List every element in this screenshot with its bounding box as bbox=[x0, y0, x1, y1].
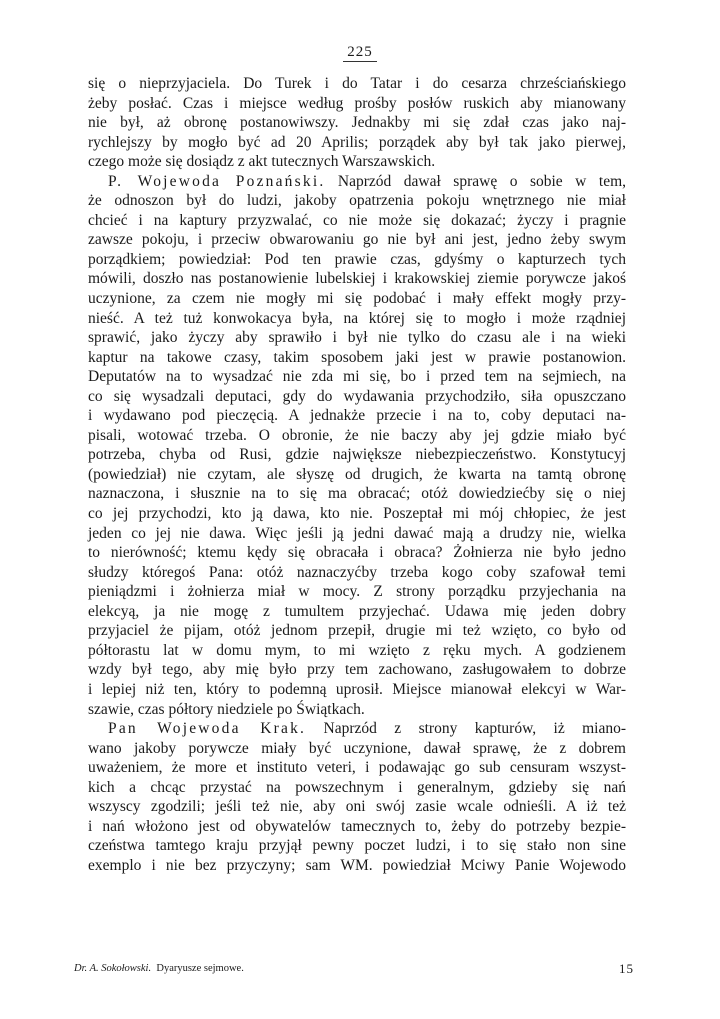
text-line bbox=[88, 641, 626, 661]
line-text: co jej przychodzi, kto ją dawa, kto nie. Poszeptał mi mój chłopiec, że jest bbox=[88, 505, 626, 523]
line-text: czego może się dosiądz z akt tutecznych Warszawskich. bbox=[88, 153, 436, 171]
text-line bbox=[88, 504, 626, 524]
text-line bbox=[88, 739, 626, 759]
text-line bbox=[88, 133, 626, 153]
footer-author: Dr. A. Sokołowski. bbox=[74, 963, 152, 974]
text-line bbox=[88, 778, 626, 798]
text-line bbox=[88, 660, 626, 680]
text-line bbox=[88, 348, 626, 368]
text-line bbox=[88, 445, 626, 465]
line-text: wszyscy zgodzili; jeśli też nie, aby oni swój zasie wcale odnieśli. A iż też bbox=[88, 798, 626, 816]
line-text: uważeniem, że more et instituto veteri, i podawając go sub censuram wszyst- bbox=[88, 759, 626, 777]
line-text: i lepiej niż ten, który to podemną uprosił. Miejsce mianował elekcyi w War- bbox=[88, 680, 626, 698]
text-line bbox=[88, 621, 626, 641]
line-text: wano jakoby porywcze miały być uczynione, dawał sprawę, że z dobrem bbox=[88, 739, 626, 757]
text-line bbox=[88, 406, 626, 426]
text-line bbox=[88, 836, 626, 856]
line-text: nieść. A też tuż konwokacya była, na której się to mogło i może rządniej bbox=[88, 309, 626, 327]
line-text: nie był, aż obronę postanowiwszy. Jednakby mi się zdał czas jako naj- bbox=[88, 114, 626, 132]
text-line bbox=[88, 289, 626, 309]
body-text bbox=[88, 74, 626, 875]
footer-signature: 15 bbox=[619, 961, 634, 976]
text-line bbox=[88, 543, 626, 563]
text-line bbox=[88, 797, 626, 817]
line-text: to nierówność; ktemu kędy się obracała i obraca? Żołnierza nie było jedno bbox=[88, 544, 626, 562]
text-line bbox=[88, 465, 626, 485]
line-text: i nań włożono jest od obywatelów tamecznych to, żeby do potrzeby bezpie- bbox=[88, 817, 626, 835]
text-line bbox=[88, 856, 626, 876]
line-text: i wydawano pod pieczęcią. A jednakże przecie i na to, coby deputaci na- bbox=[88, 407, 626, 425]
text-line bbox=[88, 309, 626, 329]
line-text: porządkiem; powiedział: Pod ten prawie czas, gdyśmy o kapturzech tych bbox=[88, 250, 626, 268]
text-line bbox=[88, 367, 626, 387]
line-text: przyjaciel że pijam, otóż jednom przepił, drugie mi też wzięto, co było od bbox=[88, 622, 626, 640]
line-text: półtorastu lat w domu mym, to mi wzięto z ręku mych. A godzienem bbox=[88, 641, 626, 659]
text-line bbox=[88, 269, 626, 289]
line-text: pisali, wotować trzeba. O obronie, że nie baczy aby jej gdzie miało być bbox=[88, 426, 626, 444]
speaker-name: P. Wojewoda Poznański. bbox=[108, 172, 326, 190]
text-line bbox=[88, 484, 626, 504]
line-text: rychlejszy by mogło być ad 20 Aprilis; porządek aby był tak jako pierwej, bbox=[88, 133, 626, 151]
line-text: mówili, doszło nas postanowienie lubelskiej i krakowskiej ziemie porywcze jakoś bbox=[88, 270, 626, 288]
line-text: żeby posłać. Czas i miejsce według prośby posłów ruskich aby mianowany bbox=[88, 94, 626, 112]
line-text: uczynione, za czem nie mogły mi się podobać i mały effekt mogły przy- bbox=[88, 290, 626, 308]
line-text: exemplo i nie bez przyczyny; sam WM. powiedział Mciwy Panie Wojewodo bbox=[88, 856, 626, 874]
line-text: słudzy któregoś Pana: otóż naznaczyćby trzeba kogo coby szafował temi bbox=[88, 563, 626, 581]
line-text: się o nieprzyjaciela. Do Turek i do Tatar i do cesarza chrześciańskiego bbox=[88, 75, 626, 92]
text-line bbox=[88, 211, 626, 231]
line-text: zawsze pokoju, i przeciw obwarowaniu go nie był ani jest, jedno żeby swym bbox=[88, 231, 626, 249]
text-line bbox=[88, 426, 626, 446]
text-line bbox=[88, 719, 626, 739]
line-text: Naprzód z strony kapturów, iż miano- bbox=[323, 720, 627, 738]
text-line bbox=[88, 680, 626, 700]
text-line bbox=[88, 250, 626, 270]
text-line bbox=[88, 113, 626, 133]
speaker-name: Pan Wojewoda Krak. bbox=[108, 720, 307, 738]
text-line bbox=[88, 172, 626, 192]
line-text: sprawić, jako życzy aby sprawiło i był nie tylko do czasu ale i na wieki bbox=[88, 329, 626, 347]
text-line bbox=[88, 328, 626, 348]
text-line bbox=[88, 817, 626, 837]
line-text: potrzeba, chyba od Rusi, gdzie największe niebezpieczeństwo. Konstytucyj bbox=[88, 446, 626, 464]
line-text: jeden co jej nie dawa. Więc jeśli ją jedni dawać mają a drudzy nie, wielka bbox=[88, 524, 626, 542]
line-text: (powiedział) nie czytam, ale słyszę od drugich, że kwarta na tamtą obronę bbox=[88, 465, 626, 483]
line-text: Naprzód dawał sprawę o sobie w tem, bbox=[337, 172, 627, 190]
text-line bbox=[88, 582, 626, 602]
text-line bbox=[88, 152, 626, 172]
text-line bbox=[88, 94, 626, 114]
text-line bbox=[88, 230, 626, 250]
line-text: naznaczona, i słusznie na to się ma obracać; otóż dowiedziećby się o niej bbox=[88, 485, 626, 503]
text-line bbox=[88, 758, 626, 778]
footer-title: Dyaryusze sejmowe. bbox=[156, 963, 244, 974]
text-line bbox=[88, 700, 626, 720]
line-text: kich a chcąc przystać na powszechnym i generalnym, gdzieby się nań bbox=[88, 778, 626, 796]
footer-citation bbox=[74, 963, 244, 974]
line-text: elekcyą, ja nie mogę z tumultem przyjechać. Udawa mię jeden dobry bbox=[88, 602, 626, 620]
text-line bbox=[88, 387, 626, 407]
text-line bbox=[88, 74, 626, 94]
line-text: wzdy był tego, aby mię było przy tem zachowano, zasługowałem to dobrze bbox=[88, 661, 626, 679]
line-text: że odnoszon był do ludzi, jakoby opatrzenia pokoju wnętrznego nie miał bbox=[88, 192, 626, 210]
line-text: szawie, czas półtory niedziele po Świątkach. bbox=[88, 700, 365, 718]
text-line bbox=[88, 191, 626, 211]
line-text: czeństwa tamtego kraju przyjął pewny poczet ludzi, i to się stało non sine bbox=[88, 837, 626, 855]
line-text: Deputatów na to wysadzać nie zda mi się, bo i przed tem na sejmiech, na bbox=[88, 368, 626, 386]
line-text: chcieć i na kaptury przyzwalać, co nie może się dokazać; życzy i pragnie bbox=[88, 211, 626, 229]
page-number: 225 bbox=[0, 44, 720, 61]
text-line bbox=[88, 602, 626, 622]
line-text: co się wysadzali deputaci, gdy do wydawania przychodziło, siła opuszczano bbox=[88, 387, 626, 405]
text-line bbox=[88, 563, 626, 583]
line-text: kaptur na takowe czasy, takim sposobem jaki jest w prawie postanowion. bbox=[88, 348, 626, 366]
line-text: pieniądzmi i żołnierza miał w mocy. Z strony porządku przyjechania na bbox=[88, 583, 626, 601]
text-line bbox=[88, 524, 626, 544]
